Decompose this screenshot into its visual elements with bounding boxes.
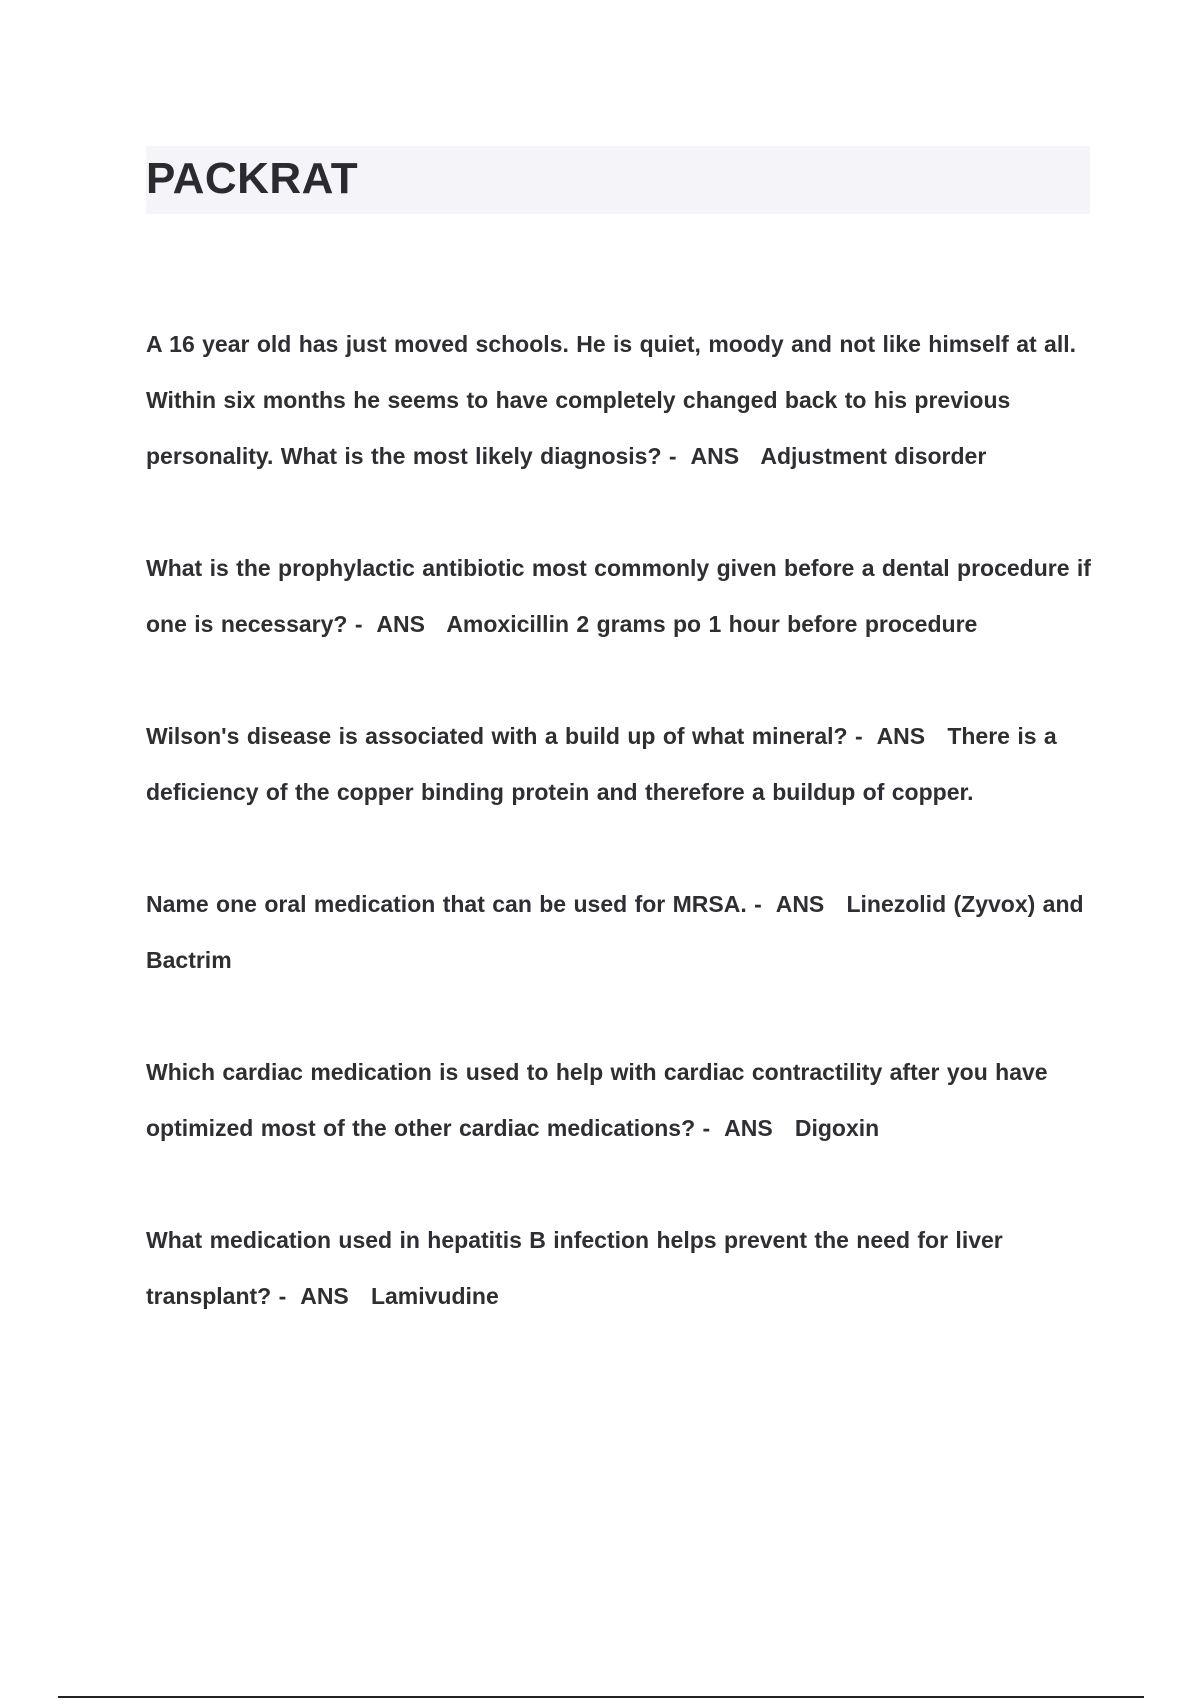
answer-separator: - ANS xyxy=(661,443,761,469)
question-text: Which cardiac medication is used to help with cardiac contractility after you have optimized most of the other cardiac medications? xyxy=(146,1059,1048,1141)
answer-separator: - ANS xyxy=(746,891,847,917)
qa-item xyxy=(146,876,1096,988)
qa-item xyxy=(146,1044,1096,1156)
title-banner xyxy=(146,146,1090,214)
answer-separator: - ANS xyxy=(347,611,447,637)
qa-item xyxy=(146,708,1096,820)
answer-text: Adjustment disorder xyxy=(760,443,987,469)
answer-separator: - ANS xyxy=(847,723,948,749)
answer-text: Digoxin xyxy=(794,1115,880,1141)
answer-separator: - ANS xyxy=(271,1283,371,1309)
question-text: Name one oral medication that can be used for MRSA. xyxy=(146,891,747,917)
question-text: What is the prophylactic antibiotic most commonly given before a dental procedure if one is necessary? xyxy=(146,555,1091,637)
answer-separator: - ANS xyxy=(695,1115,795,1141)
answer-text: Linezolid (Zyvox) and Bactrim xyxy=(146,891,1084,973)
question-text: Wilson's disease is associated with a build up of what mineral? xyxy=(146,723,848,749)
page-title: PACKRAT xyxy=(146,154,359,203)
footer-divider xyxy=(58,1696,1144,1698)
qa-item xyxy=(146,540,1096,652)
question-text: A 16 year old has just moved schools. He is quiet, moody and not like himself at all. Within six months he seems to have completely changed back to his previous personality. What is the most likely diagnosis? xyxy=(146,331,1076,469)
answer-text: Amoxicillin 2 grams po 1 hour before procedure xyxy=(446,611,978,637)
qa-list xyxy=(146,316,1096,1380)
answer-text: Lamivudine xyxy=(370,1283,499,1309)
question-text: What medication used in hepatitis B infection helps prevent the need for liver transplant? xyxy=(146,1227,1003,1309)
qa-item xyxy=(146,1212,1096,1324)
qa-item xyxy=(146,316,1096,484)
answer-text: There is a deficiency of the copper binding protein and therefore a buildup of copper. xyxy=(146,723,1057,805)
